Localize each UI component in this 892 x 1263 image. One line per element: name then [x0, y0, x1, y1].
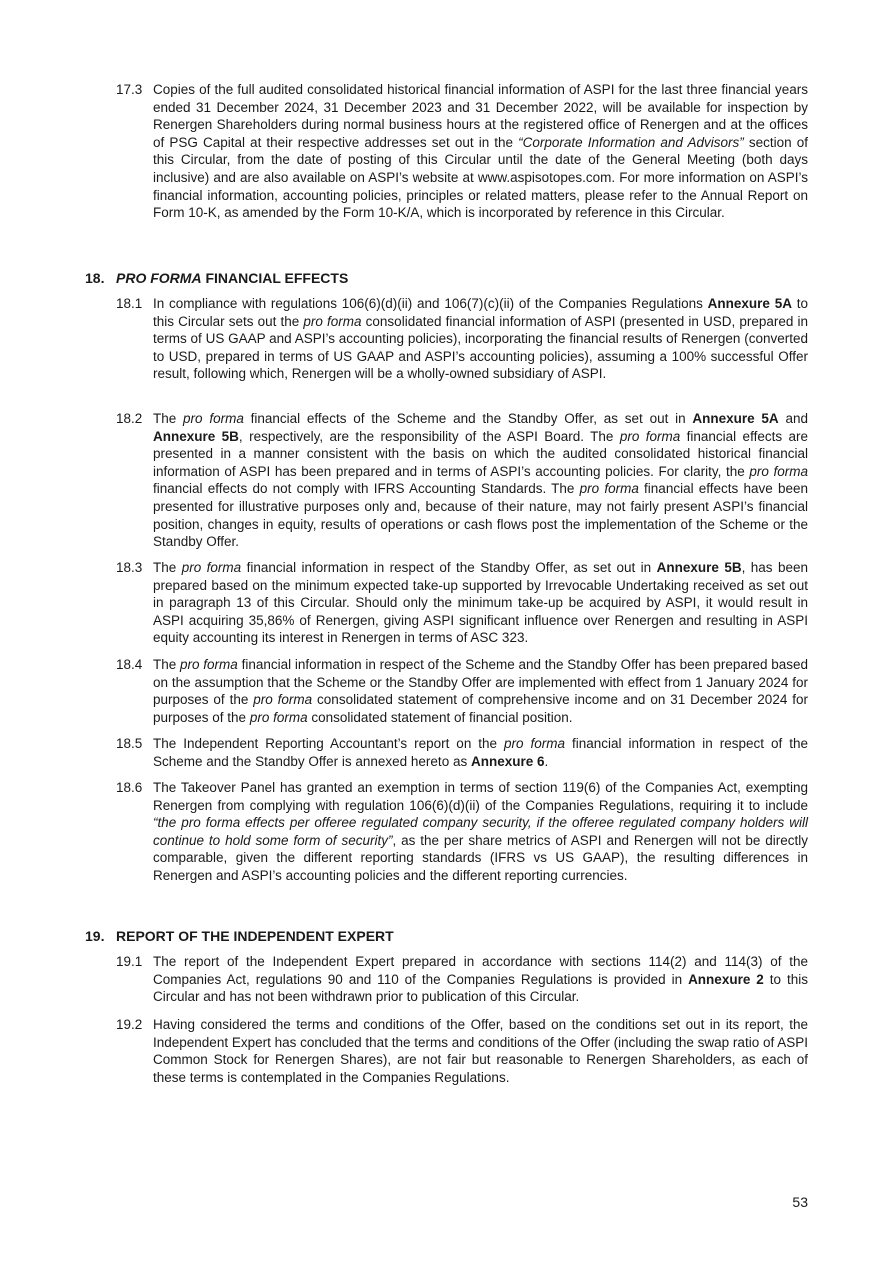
italic-text: pro forma	[249, 709, 308, 725]
text-run: The	[153, 560, 182, 575]
text-run: REPORT OF THE INDEPENDENT EXPERT	[116, 928, 394, 944]
bold-reference: Annexure 6	[470, 753, 545, 769]
paragraph-number: 18.4	[116, 657, 143, 672]
paragraph-19-1	[116, 953, 808, 1006]
text-run: The	[153, 411, 184, 426]
text-run: financial effects have been presented for illustrative purposes only and, because of their nature, may not fairly present ASPI’s financial position, changes in equity, results of operations or cash flows post the implementation of the Scheme or the Standby Offer.	[153, 481, 808, 550]
text-run: In compliance with regulations 106(6)(d)(ii) and 106(7)(c)(ii) of the Companies Regulations	[153, 296, 708, 311]
text-run: financial information in respect of the Scheme and the Standby Offer is annexed hereto as	[153, 736, 808, 769]
text-run: .	[544, 753, 549, 769]
text-run: Copies of the full audited consolidated historical financial information of ASPI for the last three financial years ended 31 December 2024, 31 December 2023 and 31 December 2022, will be available for inspection by Renergen Shareholders during normal business hours at the registered office of Renergen and at the offices of PSG Capital at their respective addresses set out in the	[153, 82, 808, 150]
text-run: , respectively, are the responsibility of the ASPI Board. The	[238, 428, 620, 444]
italic-text: “Corporate Information and Advisors”	[518, 134, 744, 150]
paragraph-17-3	[116, 81, 808, 222]
page-number: 53	[792, 1194, 808, 1210]
italic-text: pro forma	[181, 560, 242, 575]
text-run: Having considered the terms and conditions of the Offer, based on the conditions set out in its report, the Independent Expert has concluded that the terms and conditions of the Offer (including the swap ratio of ASPI Common Stock for Renergen Shares), are not fair but reasonable to Renergen Shareholders, as each of these terms is contemplated in the Companies Regulations.	[153, 1017, 808, 1085]
bold-reference: Annexure 5B	[656, 560, 742, 575]
italic-text: pro forma	[180, 657, 238, 672]
text-run: consolidated financial information of ASPI (presented in USD, prepared in terms of US GAAP and ASPI’s accounting policies), incorporating the financial results of Renergen (converted to USD, prepared in terms of US GAAP and ASPI’s accounting policies), assuming a 100% successful Offer result, following which, Renergen will be a wholly-owned subsidiary of ASPI.	[153, 313, 808, 382]
text-run: , as the per share metrics of ASPI and Renergen will not be directly comparable, given the different reporting standards (IFRS vs US GAAP), the resulting differences in Renergen and ASPI’s accounting policies and the different reporting currencies.	[153, 832, 809, 883]
paragraph-text	[153, 559, 808, 647]
paragraph-number: 18.5	[116, 736, 143, 751]
paragraph-18-6	[116, 779, 808, 885]
paragraph-text	[153, 1016, 808, 1086]
text-run: financial effects of the Scheme and the Standby Offer, as set out in	[243, 411, 693, 426]
text-run: financial effects do not comply with IFRS Accounting Standards. The	[153, 481, 580, 497]
italic-text: pro forma	[579, 481, 639, 497]
paragraph-number: 18.1	[116, 296, 143, 311]
section-title	[116, 928, 394, 944]
paragraph-number: 19.2	[116, 1017, 143, 1032]
italic-text: pro forma	[749, 463, 808, 479]
italic-text: pro forma	[303, 313, 362, 329]
paragraph-text	[153, 410, 808, 551]
italic-text: pro forma	[504, 736, 566, 751]
text-run: financial information in respect of the Standby Offer, as set out in	[241, 560, 657, 575]
bold-reference: Annexure 5B	[153, 428, 239, 444]
text-run: The Takeover Panel has granted an exemption in terms of section 119(6) of the Companies Act, exempting Renergen from complying with regulation 106(6)(d)(ii) of the Companies Regulations, requiring it to include	[153, 780, 808, 813]
section-number: 19.	[85, 928, 105, 944]
paragraph-number: 19.1	[116, 954, 143, 969]
text-run: to this Circular sets out the	[153, 296, 808, 329]
text-run: , has been prepared based on the minimum expected take-up supported by Irrevocable Undertaking received as set out in paragraph 13 of this Circular. Should only the minimum take-up be acquired by ASPI, it would result in ASPI acquiring 35,86% of Renergen, giving ASPI significant influence over Renergen and resulting in ASPI equity accounting its interest in Renergen in terms of ASC 323.	[153, 560, 808, 646]
italic-text: pro forma	[183, 411, 244, 426]
text-run: consolidated statement of comprehensive income and on 31 December 2024 for purposes of the	[153, 692, 808, 725]
text-run: to this Circular and has not been withdrawn prior to publication of this Circular.	[153, 971, 809, 1005]
text-run: consolidated statement of financial position.	[307, 709, 573, 725]
paragraph-text	[153, 81, 808, 222]
paragraph-text	[153, 656, 808, 726]
bold-reference: Annexure 2	[688, 971, 764, 987]
italic-text: pro forma	[253, 692, 313, 708]
paragraph-number: 18.3	[116, 560, 143, 575]
text-run: The Independent Reporting Accountant’s report on the	[153, 736, 505, 751]
paragraph-text	[153, 735, 808, 770]
paragraph-number: 18.6	[116, 780, 143, 795]
paragraph-text	[153, 779, 808, 885]
text-run: financial information in respect of the Scheme and the Standby Offer has been prepared based on the assumption that the Scheme or the Standby Offer are implemented with effect from 1 January 2024 for purposes of the	[153, 657, 808, 708]
italic-text: “the pro forma effects per offeree regulated company security, if the offeree regulated company holders will continue to hold some form of security”	[153, 815, 808, 848]
section-title	[116, 270, 348, 286]
paragraph-18-1	[116, 295, 808, 383]
italic-text: pro forma	[619, 428, 681, 444]
paragraph-18-4	[116, 656, 808, 726]
paragraph-19-2	[116, 1016, 808, 1086]
text-run: FINANCIAL EFFECTS	[201, 270, 349, 286]
paragraph-number: 18.2	[116, 411, 143, 426]
text-run: The	[153, 657, 181, 672]
paragraph-text	[153, 953, 808, 1006]
paragraph-18-5	[116, 735, 808, 770]
bold-reference: Annexure 5A	[707, 296, 792, 311]
text-run: and	[778, 411, 808, 426]
paragraph-18-2	[116, 410, 808, 551]
paragraph-text	[153, 295, 808, 383]
text-run: financial effects are presented in a manner consistent with the basis on which the audited consolidated historical financial information of ASPI has been prepared and in terms of ASPI’s accounting policies. For clarity, the	[153, 428, 808, 479]
text-run: The report of the Independent Expert prepared in accordance with sections 114(2) and 114(3) of the Companies Act, regulations 90 and 110 of the Companies Regulations is provided in	[153, 954, 808, 987]
bold-reference: Annexure 5A	[692, 411, 779, 426]
paragraph-number: 17.3	[116, 82, 143, 97]
section-number: 18.	[85, 270, 105, 286]
text-run: section of this Circular, from the date of posting of this Circular until the date of the General Meeting (both days inclusive) and are also available on ASPI’s website at www.aspisotopes.com. For more information on ASPI’s financial information, accounting policies, principles or related matters, please refer to the Annual Report on Form 10-K, as amended by the Form 10-K/A, which is incorporated by reference in this Circular.	[153, 134, 808, 221]
section-heading-19	[85, 927, 394, 945]
paragraph-18-3	[116, 559, 808, 647]
section-heading-18	[85, 269, 348, 287]
italic-text: PRO FORMA	[116, 270, 202, 286]
